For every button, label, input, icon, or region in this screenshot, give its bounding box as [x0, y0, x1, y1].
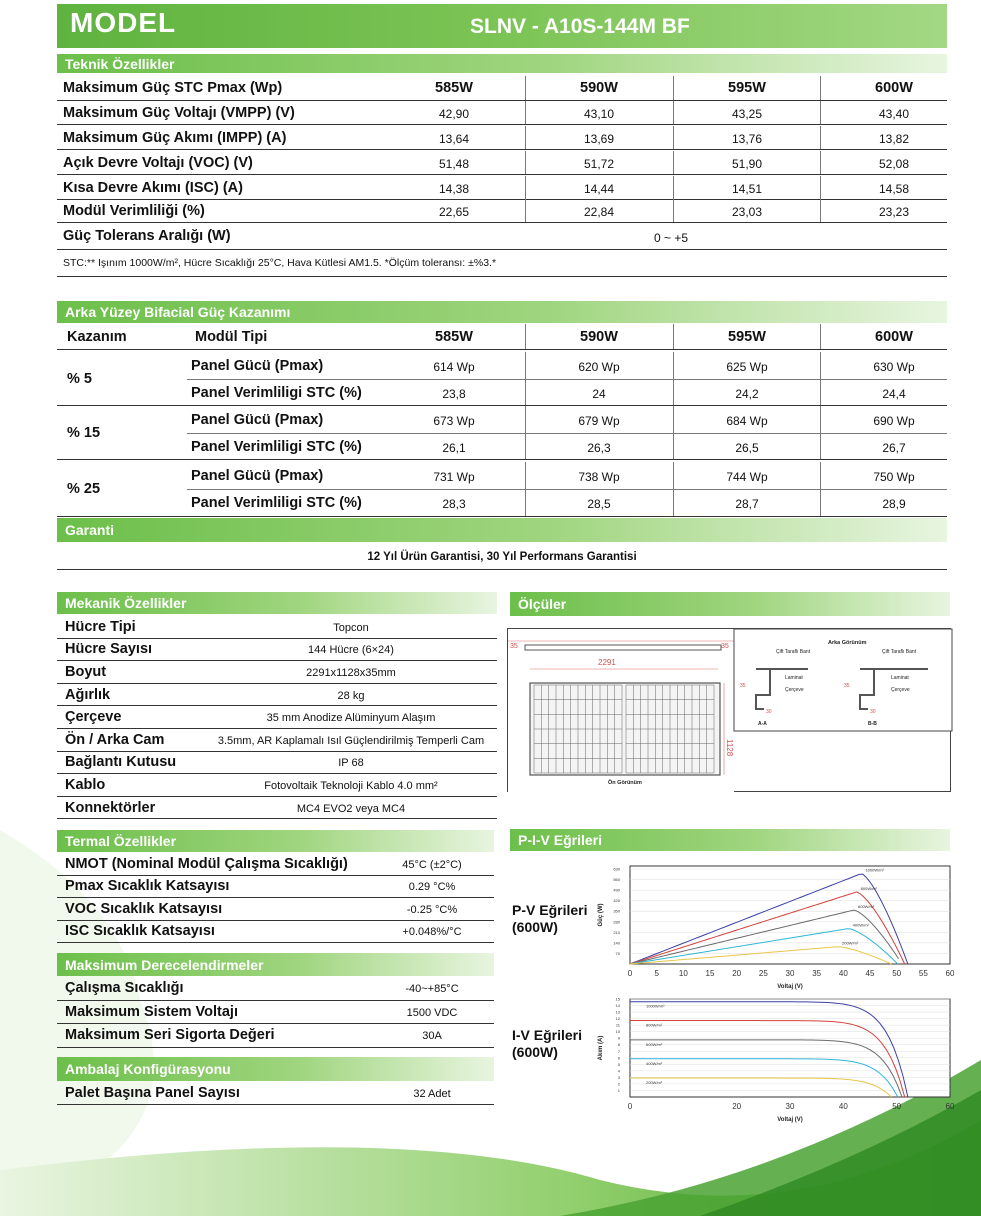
iv-chart [590, 993, 955, 1125]
bifacial-cell: 744 Wp [726, 470, 768, 484]
mekanik-label: Ön / Arka Cam [65, 731, 165, 748]
teknik-cell: 600W [875, 80, 913, 96]
y-tick-label: 140 [613, 940, 620, 946]
bifacial-row-label: Panel Gücü (Pmax) [191, 358, 324, 374]
column-divider [820, 126, 821, 149]
termal-value: -0.25 °C% [406, 903, 458, 916]
dim-30-b: 30 [870, 709, 876, 715]
series-label: 400W/m² [646, 1060, 663, 1066]
teknik-cell: 14,38 [438, 182, 470, 196]
teknik-cell: 13,76 [731, 132, 763, 146]
x-tick-label: 45 [865, 969, 875, 978]
bifacial-cell: 738 Wp [578, 470, 620, 484]
x-axis-label: Voltaj (V) [777, 984, 803, 990]
x-tick-label: 50 [892, 969, 902, 978]
column-divider [820, 151, 821, 174]
series-label: 800W/m² [860, 885, 877, 891]
teknik-row-label: Açık Devre Voltajı (VOC) (V) [63, 155, 253, 171]
y-tick-label: 3 [617, 1074, 620, 1080]
piv-title: P-I-V Eğrileri [510, 829, 950, 851]
dim-35-left: 35 [510, 643, 518, 650]
termal-title: Termal Özellikler [57, 830, 494, 852]
mekanik-row [57, 661, 497, 684]
column-divider [820, 324, 821, 349]
pv-chart-title: P-V Eğrileri (600W) [512, 902, 588, 935]
x-tick-label: 30 [785, 969, 795, 978]
bifacial-group [57, 406, 947, 460]
y-tick-label: 14 [615, 1003, 620, 1009]
y-tick-label: 490 [613, 887, 620, 893]
x-tick-label: 60 [945, 1102, 955, 1111]
bifacial-cell: 26,7 [882, 441, 906, 455]
bifacial-row-label: Panel Verimliligi STC (%) [191, 495, 362, 511]
x-tick-label: 55 [918, 969, 928, 978]
termal-row [57, 921, 494, 944]
x-tick-label: 40 [838, 969, 848, 978]
bifacial-cell: 690 Wp [873, 414, 915, 428]
series-label: 1000W/m² [865, 867, 884, 873]
teknik-title: Teknik Özellikler [57, 54, 947, 73]
y-tick-label: 350 [613, 908, 620, 914]
ambalaj-title: Ambalaj Konfigürasyonu [57, 1057, 494, 1081]
mekanik-row [57, 729, 497, 752]
dim-35-a: 35 [740, 683, 746, 689]
dim-width: 1128 [725, 739, 734, 757]
series-label: 200W/m² [646, 1080, 663, 1086]
bifacial-cell: 625 Wp [726, 360, 768, 374]
y-tick-label: 13 [615, 1009, 620, 1015]
frame-label-a: Çerçeve [785, 687, 804, 693]
dimension-svg [508, 629, 952, 793]
teknik-row [57, 151, 947, 175]
mekanik-label: Bağlantı Kutusu [65, 754, 177, 771]
laminate-label-b: Laminat [891, 675, 909, 681]
section-b-label: B-B [868, 721, 877, 727]
termal-label: ISC Sıcaklık Katsayısı [65, 923, 215, 940]
maksimum-label: Maksimum Sistem Voltajı [65, 1003, 238, 1020]
column-divider [820, 176, 821, 199]
bifacial-header-row [57, 324, 947, 350]
teknik-cell: 43,40 [878, 107, 910, 121]
mekanik-value: IP 68 [338, 757, 364, 770]
iv-chart-title: I-V Eğrileri (600W) [512, 1027, 583, 1060]
column-divider [673, 101, 674, 124]
y-tick-label: 2 [617, 1081, 620, 1087]
teknik-cell: 22,65 [438, 205, 470, 219]
back-view-label: Arka Görünüm [828, 640, 867, 646]
tape-label-b: Çift Taraflı Bant [882, 649, 917, 655]
row-divider [187, 379, 947, 380]
tape-label-a: Çift Taraflı Bant [776, 649, 811, 655]
col-type-label: Modül Tipi [195, 329, 268, 345]
teknik-row [57, 199, 947, 223]
x-tick-label: 60 [945, 969, 955, 978]
mekanik-label: Kablo [65, 776, 106, 793]
bifacial-cell: 630 Wp [873, 360, 915, 374]
x-tick-label: 25 [758, 969, 768, 978]
y-tick-label: 420 [613, 898, 620, 904]
bifacial-cell: 28,3 [442, 497, 466, 511]
maksimum-label: Maksimum Seri Sigorta Değeri [65, 1027, 275, 1044]
termal-row [57, 853, 494, 876]
row-divider [187, 433, 947, 434]
teknik-cell: 43,25 [731, 107, 763, 121]
bifacial-group [57, 462, 947, 517]
stc-note-row [57, 250, 947, 277]
teknik-row [57, 76, 947, 101]
bifacial-col-header: 585W [435, 329, 473, 345]
teknik-cell: 14,44 [583, 182, 615, 196]
y-tick-label: 4 [617, 1068, 620, 1074]
series-label: 600W/m² [646, 1041, 663, 1047]
ambalaj-row [57, 1082, 494, 1105]
x-tick-label: 30 [785, 1102, 795, 1111]
x-tick-label: 15 [705, 969, 715, 978]
mekanik-label: Boyut [65, 663, 107, 680]
model-name: SLNV - A10S-144M BF [470, 15, 690, 38]
teknik-cell: 585W [435, 80, 473, 96]
teknik-cell: 43,10 [583, 107, 615, 121]
dimension-drawing [507, 628, 951, 792]
plot-area [630, 999, 950, 1097]
y-tick-label: 210 [613, 929, 620, 935]
column-divider [673, 176, 674, 199]
bifacial-cell: 750 Wp [873, 470, 915, 484]
dim-length: 2291 [598, 658, 616, 667]
teknik-cell: 23,23 [878, 205, 910, 219]
teknik-row [57, 101, 947, 125]
bifacial-row-label: Panel Verimliligi STC (%) [191, 385, 362, 401]
termal-value: 0.29 °C% [408, 881, 456, 894]
y-axis-label: Akım (A) [598, 1035, 604, 1061]
y-tick-label: 630 [613, 866, 620, 872]
mekanik-row [57, 684, 497, 707]
bifacial-cell: 679 Wp [578, 414, 620, 428]
ambalaj-label: Palet Başına Panel Sayısı [65, 1085, 240, 1101]
teknik-cell: 51,72 [583, 157, 615, 171]
x-tick-label: 5 [654, 969, 659, 978]
mekanik-label: Hücre Tipi [65, 618, 136, 635]
column-divider [525, 76, 526, 100]
teknik-cell: 51,90 [731, 157, 763, 171]
maksimum-value: 1500 VDC [406, 1006, 458, 1019]
termal-row [57, 898, 494, 921]
bifacial-group [57, 352, 947, 406]
termal-row [57, 876, 494, 899]
mekanik-value: Topcon [333, 621, 369, 634]
column-divider [525, 199, 526, 222]
x-axis-label: Voltaj (V) [777, 1117, 803, 1123]
column-divider [525, 101, 526, 124]
x-tick-label: 0 [627, 969, 633, 978]
teknik-row-label: Kısa Devre Akımı (ISC) (A) [63, 180, 243, 196]
mekanik-row [57, 752, 497, 775]
mekanik-label: Konnektörler [65, 799, 156, 816]
bifacial-cell: 28,7 [735, 497, 759, 511]
bifacial-cell: 26,3 [587, 441, 611, 455]
tolerance-row [57, 224, 947, 250]
garanti-title: Garanti [57, 518, 947, 542]
teknik-cell: 14,51 [731, 182, 763, 196]
olculer-title: Ölçüler [510, 592, 950, 616]
dim-30-a: 30 [766, 709, 772, 715]
y-tick-label: 9 [617, 1035, 620, 1041]
x-tick-label: 40 [838, 1102, 848, 1111]
teknik-cell: 13,82 [878, 132, 910, 146]
bifacial-cell: 620 Wp [578, 360, 620, 374]
teknik-row-label: Maksimum Güç Voltajı (VMPP) (V) [63, 105, 295, 121]
y-tick-label: 10 [615, 1029, 620, 1035]
dim-35-b: 35 [844, 683, 850, 689]
series-label: 1000W/m² [646, 1003, 665, 1009]
bifacial-cell: 614 Wp [433, 360, 475, 374]
teknik-cell: 52,08 [878, 157, 910, 171]
section-a-label: A-A [758, 721, 767, 727]
front-view-label: Ön Görünüm [608, 780, 642, 786]
garanti-row [57, 544, 947, 570]
column-divider [820, 101, 821, 124]
series-label: 400W/m² [852, 922, 869, 928]
mekanik-label: Çerçeve [65, 709, 122, 726]
frame-label-b: Çerçeve [891, 687, 910, 693]
x-tick-label: 0 [627, 1102, 633, 1111]
bifacial-cell: 28,5 [587, 497, 611, 511]
mekanik-row [57, 797, 497, 820]
teknik-row-label: Maksimum Güç Akımı (IMPP) (A) [63, 130, 287, 146]
teknik-row [57, 176, 947, 200]
mekanik-label: Hücre Sayısı [65, 641, 153, 658]
termal-label: NMOT (Nominal Modül Çalışma Sıcaklığı) [65, 855, 348, 872]
mekanik-value: 3.5mm, AR Kaplamalı Isıl Güçlendirilmiş Temperli Cam [217, 734, 485, 747]
gain-value: % 15 [67, 425, 101, 441]
ambalaj-value: 32 Adet [413, 1088, 451, 1100]
teknik-cell: 51,48 [438, 157, 470, 171]
mekanik-value: 2291x1128x35mm [306, 666, 396, 679]
bifacial-row-label: Panel Gücü (Pmax) [191, 468, 324, 484]
gain-value: % 5 [67, 371, 92, 387]
x-tick-label: 35 [812, 969, 822, 978]
column-divider [673, 324, 674, 349]
series-label: 600W/m² [858, 904, 875, 910]
bifacial-cell: 26,1 [442, 441, 466, 455]
bifacial-cell: 23,8 [442, 387, 466, 401]
teknik-cell: 13,64 [438, 132, 470, 146]
column-divider [525, 126, 526, 149]
column-divider [525, 176, 526, 199]
series-label: 200W/m² [842, 940, 859, 946]
x-tick-label: 10 [678, 969, 688, 978]
teknik-cell: 23,03 [731, 205, 763, 219]
col-gain-label: Kazanım [67, 329, 127, 345]
mekanik-row [57, 774, 497, 797]
termal-value: +0.048%/°C [402, 926, 462, 939]
bifacial-cell: 673 Wp [433, 414, 475, 428]
y-tick-label: 11 [615, 1022, 620, 1028]
mekanik-row [57, 706, 497, 729]
model-label: MODEL [70, 7, 177, 38]
garanti-text: 12 Yıl Ürün Garantisi, 30 Yıl Performans Garantisi [367, 550, 637, 563]
column-divider [673, 151, 674, 174]
y-tick-label: 70 [615, 950, 620, 956]
bifacial-cell: 26,5 [735, 441, 759, 455]
y-tick-label: 1 [617, 1087, 620, 1093]
x-tick-label: 20 [732, 1102, 742, 1111]
y-tick-label: 15 [615, 996, 620, 1002]
series-label: 800W/m² [646, 1022, 663, 1028]
tolerance-value: 0 ~ +5 [654, 231, 689, 245]
column-divider [820, 199, 821, 222]
y-tick-label: 280 [613, 919, 620, 925]
maksimum-value: 30A [422, 1030, 442, 1043]
maksimum-title: Maksimum Derecelendirmeler [57, 953, 494, 976]
mekanik-value: MC4 EVO2 veya MC4 [296, 802, 406, 815]
bifacial-row-label: Panel Verimliligi STC (%) [191, 439, 362, 455]
column-divider [525, 324, 526, 349]
bifacial-title: Arka Yüzey Bifacial Güç Kazanımı [57, 301, 947, 323]
mekanik-value: 144 Hücre (6×24) [308, 644, 394, 657]
y-axis-label: Güç (W) [598, 903, 604, 927]
termal-label: Pmax Sıcaklık Katsayısı [65, 878, 230, 895]
y-tick-label: 12 [615, 1016, 620, 1022]
stc-note: STC:** Işınım 1000W/m², Hücre Sıcaklığı 25°C, Hava Kütlesi AM1.5. *Ölçüm toleransı: ±%3.* [63, 257, 497, 269]
bifacial-col-header: 590W [580, 329, 618, 345]
teknik-cell: 14,58 [878, 182, 910, 196]
bifacial-row-label: Panel Gücü (Pmax) [191, 412, 324, 428]
bifacial-cell: 24 [592, 387, 606, 401]
x-tick-label: 20 [732, 969, 742, 978]
termal-label: VOC Sıcaklık Katsayısı [65, 900, 223, 917]
teknik-row-label: Modül Verimliliği (%) [63, 203, 205, 219]
maksimum-row [57, 977, 494, 1001]
bifacial-cell: 28,9 [882, 497, 906, 511]
column-divider [673, 76, 674, 100]
mekanik-row [57, 639, 497, 662]
maksimum-row [57, 1024, 494, 1048]
y-tick-label: 6 [617, 1055, 620, 1061]
teknik-cell: 13,69 [583, 132, 615, 146]
y-tick-label: 7 [617, 1048, 620, 1054]
mekanik-value: 28 kg [337, 689, 365, 702]
termal-value: 45°C (±2°C) [402, 858, 462, 871]
mekanik-row [57, 616, 497, 639]
bifacial-cell: 24,2 [735, 387, 759, 401]
column-divider [673, 126, 674, 149]
mekanik-label: Ağırlık [65, 686, 111, 703]
dim-35-right: 35 [721, 643, 729, 650]
bifacial-cell: 684 Wp [726, 414, 768, 428]
maksimum-label: Çalışma Sıcaklığı [65, 980, 184, 997]
mekanik-title: Mekanik Özellikler [57, 592, 497, 614]
y-tick-label: 5 [617, 1061, 620, 1067]
bifacial-col-header: 600W [875, 329, 913, 345]
mekanik-value: 35 mm Anodize Alüminyum Alaşım [266, 712, 436, 725]
y-tick-label: 8 [617, 1042, 620, 1048]
column-divider [673, 199, 674, 222]
teknik-row-label: Maksimum Güç STC Pmax (Wp) [63, 80, 283, 96]
teknik-row [57, 126, 947, 150]
maksimum-value: -40~+85°C [405, 983, 459, 996]
y-tick-label: 560 [613, 877, 620, 883]
bifacial-col-header: 595W [728, 329, 766, 345]
column-divider [820, 76, 821, 100]
mekanik-value: Fotovoltaik Teknoloji Kablo 4.0 mm² [264, 779, 438, 792]
x-tick-label: 50 [892, 1102, 902, 1111]
gain-value: % 25 [67, 481, 101, 497]
teknik-cell: 590W [580, 80, 618, 96]
maksimum-row [57, 1001, 494, 1025]
pv-chart [590, 860, 955, 992]
bifacial-cell: 24,4 [882, 387, 906, 401]
bifacial-cell: 731 Wp [433, 470, 475, 484]
laminate-label-a: Laminat [785, 675, 803, 681]
row-divider [187, 489, 947, 490]
teknik-cell: 595W [728, 80, 766, 96]
tolerance-label: Güç Tolerans Aralığı (W) [63, 228, 231, 244]
column-divider [525, 151, 526, 174]
teknik-cell: 22,84 [583, 205, 615, 219]
teknik-cell: 42,90 [438, 107, 470, 121]
